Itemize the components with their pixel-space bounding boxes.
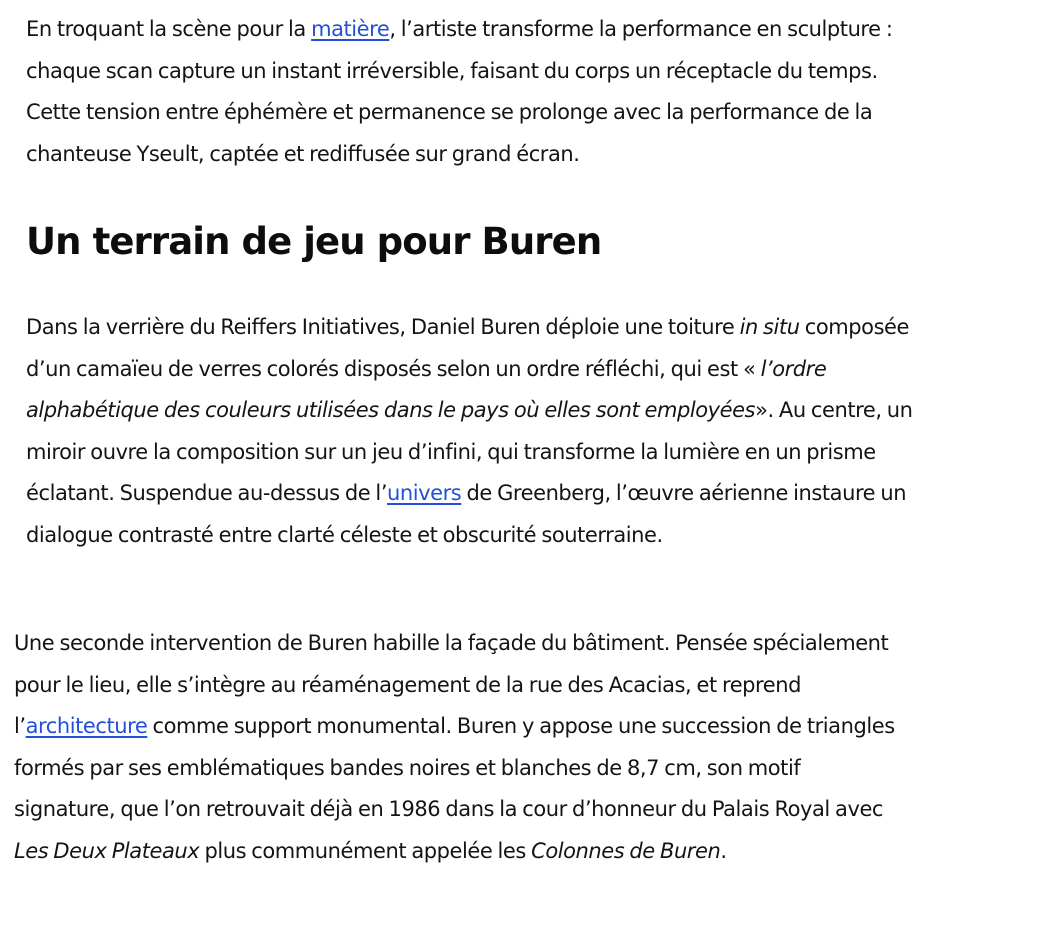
article-paragraph-1 (26, 9, 1036, 175)
text: l’ (14, 714, 26, 739)
section-heading: Un terrain de jeu pour Buren (26, 220, 602, 263)
quote-text: alphabétique des couleurs utilisées dans le pays où elles sont employées (26, 398, 756, 423)
paragraph-line: miroir ouvre la composition sur un jeu d’infini, qui transforme la lumière en un prisme (26, 439, 876, 464)
paragraph-line (26, 307, 1041, 349)
text: , l’artiste transforme la performance en sculpture : (389, 17, 893, 41)
paragraph-line: Cette tension entre éphémère et permanence se prolonge avec la performance de la (26, 100, 873, 125)
text: composée (799, 315, 909, 339)
link-architecture[interactable]: architecture (25, 714, 148, 739)
article-paragraph-2 (26, 307, 1041, 557)
text: comme support monumental. Buren y appose une succession de triangles (147, 714, 895, 739)
paragraph-line: pour le lieu, elle s’intègre au réaménagement de la rue des Acacias, et reprend (14, 672, 801, 697)
article-paragraph-3 (14, 623, 1044, 873)
paragraph-line (26, 390, 1041, 432)
text: ». Au centre, un (755, 398, 913, 423)
link-univers[interactable]: univers (387, 481, 462, 506)
paragraph-line: formés par ses emblématiques bandes noires et blanches de 8,7 cm, son motif (14, 755, 801, 780)
paragraph-line: Une seconde intervention de Buren habille la façade du bâtiment. Pensée spécialement (14, 631, 889, 655)
paragraph-line (26, 9, 1036, 51)
paragraph-line (26, 473, 1041, 515)
paragraph-line: signature, que l’on retrouvait déjà en 1986 dans la cour d’honneur du Palais Royal avec (14, 797, 884, 822)
paragraph-line (14, 706, 1044, 748)
text: Dans la verrière du Reiffers Initiatives, Daniel Buren déploie une toiture (26, 315, 740, 339)
text: . (720, 838, 727, 863)
paragraph-line: chaque scan capture un instant irréversible, faisant du corps un réceptacle du temps. (26, 58, 878, 83)
paragraph-line (14, 831, 1044, 873)
work-title: Colonnes de Buren (531, 838, 721, 863)
link-matiere[interactable]: matière (311, 17, 390, 41)
text: En troquant la scène pour la (26, 17, 312, 41)
emphasis-text: in situ (739, 315, 800, 339)
paragraph-line (26, 349, 1041, 391)
text: d’un camaïeu de verres colorés disposés selon un ordre réfléchi, qui est « (26, 356, 761, 381)
text: de Greenberg, l’œuvre aérienne instaure un (461, 481, 907, 506)
paragraph-line: dialogue contrasté entre clarté céleste et obscurité souterraine. (26, 522, 663, 547)
work-title: Les Deux Plateaux (14, 838, 200, 863)
paragraph-line: chanteuse Yseult, captée et rediffusée sur grand écran. (26, 141, 580, 166)
text: plus communément appelée les (199, 838, 532, 863)
text: éclatant. Suspendue au-dessus de l’ (26, 481, 388, 506)
quote-text: l’ordre (760, 356, 827, 381)
